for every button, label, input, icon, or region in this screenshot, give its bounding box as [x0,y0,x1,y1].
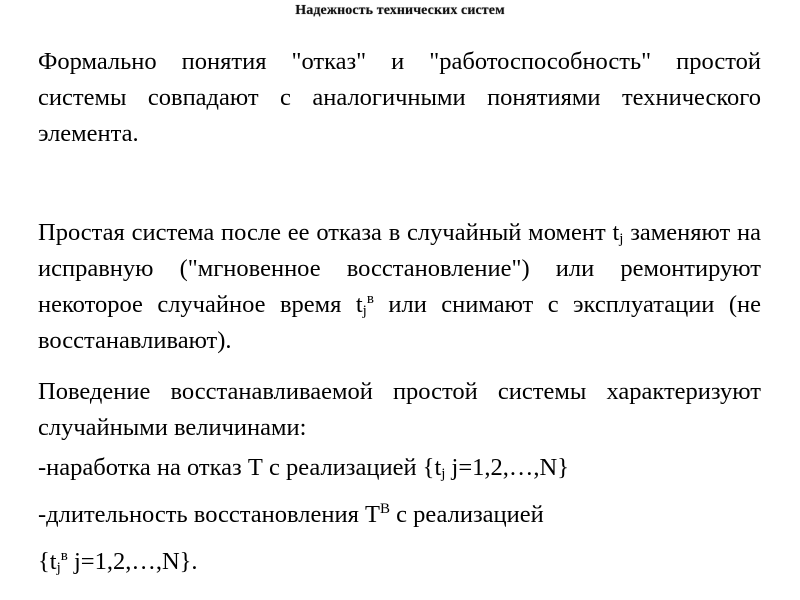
list-item2-superscript: В [379,501,390,517]
list-item-repair-set [38,544,198,580]
page-header: Надежность технических систем [295,3,505,18]
paragraph-failure-handling [38,215,761,359]
list-item1-text-b: j=1,2,…,N} [445,454,569,481]
paragraph-definition: Формально понятия "отказ" и "работоспособность" простой системы совпадают с аналогичными понятиями технического элемента. [38,48,761,147]
list-item3-text-b: j=1,2,…,N}. [67,548,198,575]
list-item1-text-a: -наработка на отказ Т с реализацией {t [38,454,442,481]
paragraph2-subscript-j-2: j [362,303,367,319]
paragraph2-text-b: заменяют на исправную ("мгновенное восстановление") или ремонтируют некоторое случайное время t [38,219,761,318]
list-item1-subscript: j [441,466,446,482]
paragraph-random-variables: Поведение восстанавливаемой простой системы характеризуют случайными величинами: [38,378,761,441]
list-item-mtbf [38,450,569,486]
paragraph2-subscript-j: j [619,231,624,247]
list-item2-text-a: -длительность восстановления Т [38,501,380,528]
list-item-repair-duration [38,497,544,533]
paragraph2-text-c: или снимают с эксплуатации (не восстанавливают). [38,291,761,354]
paragraph2-text-a: Простая система после ее отказа в случайный момент t [38,219,620,246]
list-item2-text-b: с реализацией [390,501,544,528]
paragraph2-superscript-v: в [366,291,374,307]
list-item3-subscript: j [56,560,61,576]
list-item3-superscript: в [60,548,68,564]
list-item3-text-a: {t [38,548,57,575]
